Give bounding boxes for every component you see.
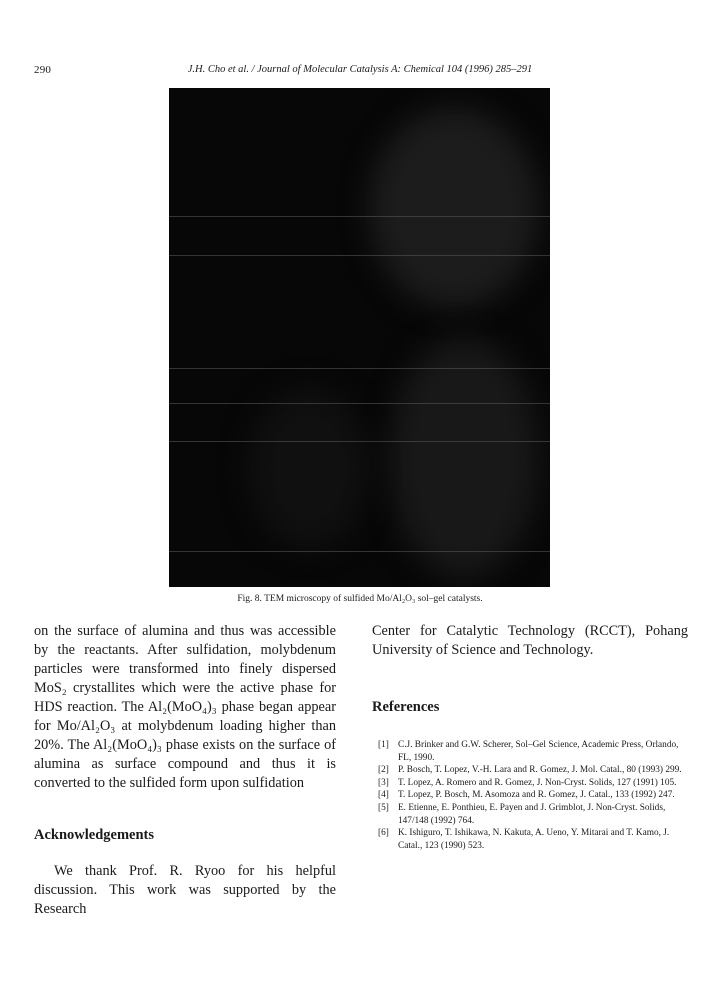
scan-line xyxy=(169,216,550,217)
acknowledgements-section xyxy=(34,862,336,919)
left-column xyxy=(34,622,336,793)
micrograph-haze xyxy=(369,108,539,308)
page-number: 290 xyxy=(34,64,52,76)
reference-number: [4] xyxy=(378,790,389,801)
reference-item xyxy=(372,739,690,764)
reference-item xyxy=(372,789,690,802)
acknowledgements-heading: Acknowledgements xyxy=(34,827,155,843)
right-column xyxy=(372,622,688,660)
reference-item xyxy=(372,764,690,777)
scan-line xyxy=(169,255,550,256)
reference-text: K. Ishiguro, T. Ishikawa, N. Kakuta, A. Ueno, Y. Mitarai and T. Kamo, J. Catal., 123 (1990) 523. xyxy=(398,828,670,851)
scan-line xyxy=(169,368,550,369)
reference-number: [2] xyxy=(378,765,389,776)
reference-number: [1] xyxy=(378,740,389,750)
micrograph-haze xyxy=(389,338,539,578)
reference-number: [3] xyxy=(378,777,389,788)
tem-micrograph xyxy=(169,88,550,587)
reference-text: T. Lopez, P. Bosch, M. Asomoza and R. Gomez, J. Catal., 133 (1992) 247. xyxy=(398,790,675,801)
body-paragraph: on the surface of alumina and thus was accessible by the reactants. After sulfidation, molybdenum particles were transformed into finely dispersed MoS₂ crystallites which were the active phase for HDS reaction. The Al₂(MoO₄)₃ phase began appear for Mo/Al₂O₃ at molybdenum loading higher than 20%. The Al₂(MoO₄)₃ phase exists on the surface of alumina as surface compound and thus it is converted to the sulfided form upon sulfidation xyxy=(34,623,336,791)
reference-item xyxy=(372,802,690,827)
scan-line xyxy=(169,441,550,442)
acknowledgements-paragraph: We thank Prof. R. Ryoo for his helpful discussion. This work was supported by the Research xyxy=(34,863,336,917)
figure-caption: Fig. 8. TEM microscopy of sulfided Mo/Al₂O₃ sol–gel catalysts. xyxy=(237,594,483,604)
reference-list xyxy=(372,739,690,852)
scan-line xyxy=(169,403,550,404)
reference-number: [5] xyxy=(378,802,389,813)
body-paragraph-continued: Center for Catalytic Technology (RCCT), Pohang University of Science and Technology. xyxy=(372,623,688,658)
reference-text: T. Lopez, A. Romero and R. Gomez, J. Non-Cryst. Solids, 127 (1991) 105. xyxy=(398,777,677,788)
reference-text: E. Etienne, E. Ponthieu, E. Payen and J. Grimblot, J. Non-Cryst. Solids, 147/148 (1992) 764. xyxy=(398,802,666,826)
reference-text: C.J. Brinker and G.W. Scherer, Sol–Gel Science, Academic Press, Orlando, FL, 1990. xyxy=(398,740,679,763)
running-head: J.H. Cho et al. / Journal of Molecular Catalysis A: Chemical 104 (1996) 285–291 xyxy=(187,64,533,75)
reference-number: [6] xyxy=(378,828,389,839)
reference-item xyxy=(372,827,690,852)
references-heading: References xyxy=(372,699,440,715)
micrograph-haze xyxy=(249,388,369,548)
reference-text: P. Bosch, T. Lopez, V.-H. Lara and R. Gomez, J. Mol. Catal., 80 (1993) 299. xyxy=(398,765,682,776)
scan-line xyxy=(169,551,550,552)
reference-item xyxy=(372,777,690,790)
